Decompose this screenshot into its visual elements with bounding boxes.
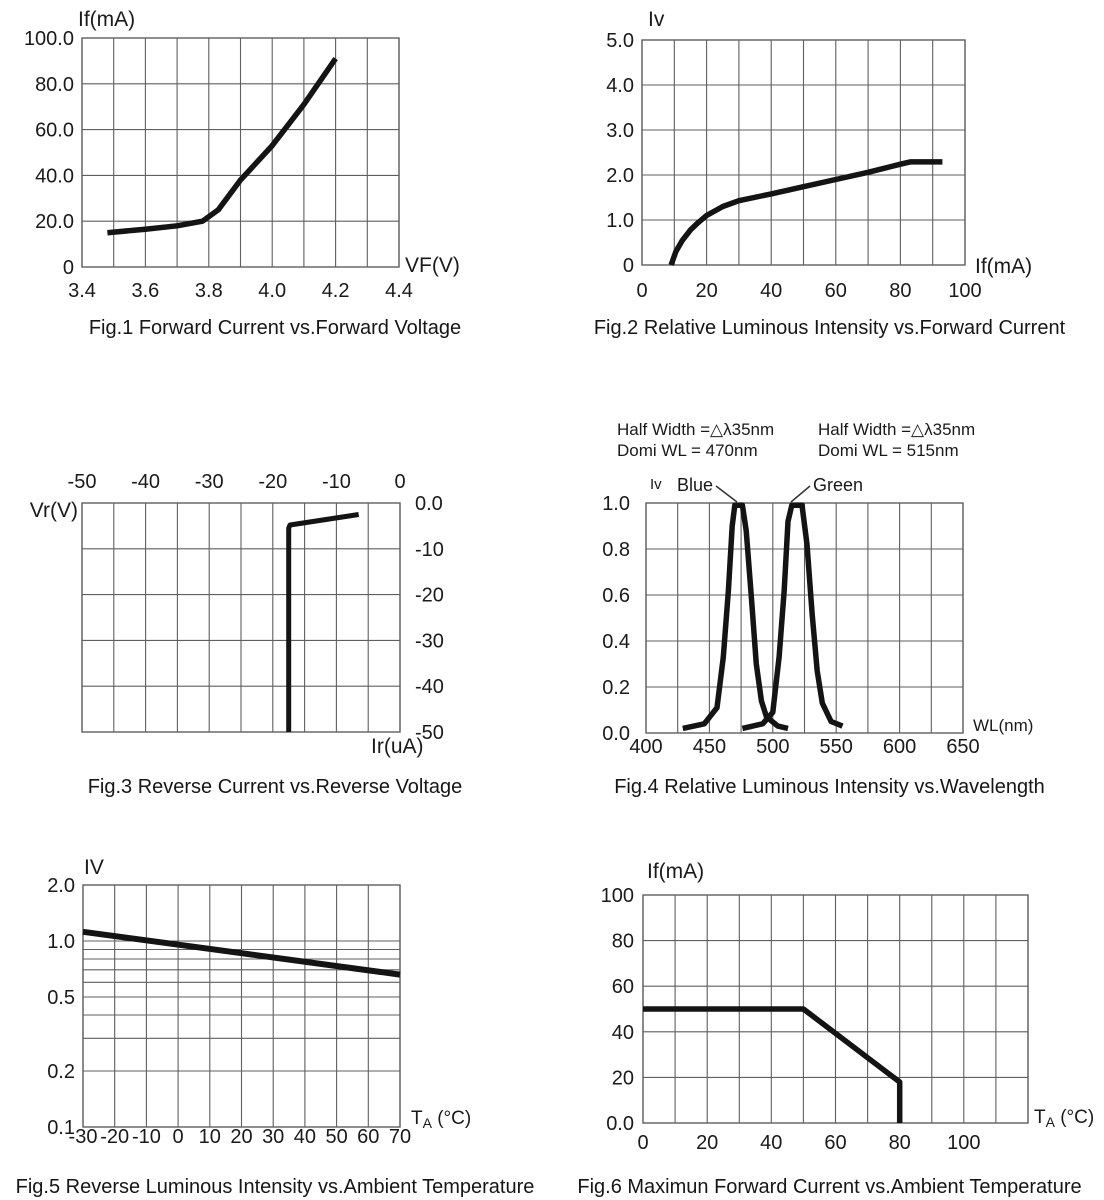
fig6-y-tick-label: 40: [611, 1021, 634, 1044]
fig5-y-axis-title: IV: [84, 856, 104, 879]
fig4-x-tick-label: 600: [882, 736, 917, 758]
fig3-caption: Fig.3 Reverse Current vs.Reverse Voltage: [87, 776, 463, 798]
fig6-x-axis-title: $T_A$ (°C): [1034, 1107, 1095, 1130]
fig3-grid: [82, 503, 400, 732]
fig2-x-tick-label: 40: [760, 280, 783, 302]
fig3-y-tick-label: -10: [415, 538, 444, 561]
fig1-series-forward-current: [107, 59, 335, 233]
fig5-chart: [47, 856, 471, 1148]
fig6-y-tick-label: 80: [611, 930, 634, 953]
fig5-x-tick-label: 20: [230, 1126, 253, 1148]
fig4-annotation-line: Half Width =△λ35nm: [818, 420, 976, 439]
fig2-x-tick-label: 20: [695, 280, 718, 302]
fig5-x-tick-label: 10: [198, 1126, 221, 1148]
fig2-caption: Fig.2 Relative Luminous Intensity vs.Forward Current: [593, 317, 1066, 339]
fig5-x-tick-label: 0: [172, 1126, 184, 1148]
fig4-x-tick-label: 400: [629, 736, 663, 758]
fig4-x-tick-label: 650: [946, 736, 980, 758]
fig4-y-tick-label: 0.8: [602, 539, 630, 561]
fig3-x-tick-label: -50: [67, 471, 97, 493]
fig3-x-axis-title: Vr(V): [29, 499, 78, 522]
fig4-series-label: Blue: [676, 475, 713, 495]
fig6-y-tick-label: 0.0: [606, 1113, 634, 1135]
fig1-y-tick-label: 60.0: [35, 119, 74, 142]
fig6-x-tick-label: 40: [760, 1132, 783, 1154]
fig4-caption: Fig.4 Relative Luminous Intensity vs.Wavelength: [614, 776, 1045, 798]
fig4-series-green: [742, 505, 842, 728]
fig2-y-tick-label: 0: [622, 255, 634, 277]
fig6-caption: Fig.6 Maximun Forward Current vs.Ambient Temperature: [577, 1176, 1082, 1198]
fig5-y-tick-label: 0.1: [47, 1117, 75, 1139]
fig3-x-tick-label: 0: [394, 471, 406, 493]
fig3-y-tick-label: -40: [415, 676, 444, 699]
fig3-y-tick-label: -30: [415, 630, 444, 653]
fig2-x-tick-label: 0: [636, 280, 648, 302]
fig1-x-tick-label: 3.4: [68, 280, 96, 302]
fig1-x-tick-label: 3.6: [131, 280, 160, 302]
fig4-y-tick-label: 0.4: [602, 631, 630, 653]
fig5-x-tick-label: -30: [68, 1126, 98, 1148]
fig6-y-tick-label: 100: [600, 885, 634, 907]
fig4-x-tick-label: 550: [819, 736, 853, 758]
fig3-series-reverse-current: [289, 515, 359, 733]
fig2-x-tick-label: 60: [824, 280, 847, 302]
fig5-x-axis-title: $T_A$ (°C): [411, 1108, 472, 1131]
fig4-series-label-leader: [716, 486, 737, 502]
fig2-y-tick-label: 5.0: [606, 30, 634, 52]
fig5-x-tick-label: -10: [131, 1126, 161, 1148]
fig3-x-tick-label: -10: [321, 471, 351, 493]
fig6-y-tick-label: 20: [611, 1067, 634, 1090]
fig6-x-tick-label: 100: [947, 1132, 981, 1154]
fig2-chart: [606, 8, 1032, 302]
fig1-y-axis-title: If(mA): [78, 8, 136, 31]
fig1-x-tick-label: 4.0: [258, 280, 287, 302]
fig1-y-tick-label: 40.0: [35, 165, 74, 188]
fig6-y-axis-title: If(mA): [647, 860, 705, 883]
fig4-annotation-line: Domi WL = 470nm: [617, 441, 758, 460]
fig5-x-tick-label: 50: [325, 1126, 348, 1148]
fig4-chart: [602, 420, 1033, 758]
fig5-y-tick-label: 0.2: [47, 1061, 75, 1083]
fig6-x-tick-label: 80: [888, 1132, 911, 1154]
fig3-x-tick-label: -30: [194, 471, 224, 493]
fig4-y-tick-label: 0.6: [602, 585, 630, 607]
fig4-x-tick-label: 500: [756, 736, 790, 758]
fig3-y-axis-title: Ir(uA): [371, 735, 424, 758]
fig3-chart: [30, 471, 444, 758]
fig4-x-tick-label: 450: [692, 736, 727, 758]
fig5-y-tick-label: 1.0: [47, 931, 75, 953]
fig1-x-tick-label: 3.8: [194, 280, 223, 302]
fig5-x-tick-label: 40: [293, 1126, 317, 1148]
fig4-y-axis-title: Iv: [650, 476, 662, 493]
fig2-x-tick-label: 100: [948, 280, 982, 302]
fig4-y-tick-label: 0.2: [602, 677, 630, 699]
fig5-y-tick-label: 0.5: [47, 987, 75, 1009]
fig5-x-tick-label: 60: [357, 1126, 380, 1148]
fig5-x-tick-label: 30: [262, 1126, 285, 1148]
fig6-x-tick-label: 60: [824, 1132, 847, 1154]
fig4-y-tick-label: 0.0: [602, 723, 630, 745]
fig5-x-tick-label: 70: [388, 1126, 412, 1148]
fig2-y-tick-label: 4.0: [606, 75, 634, 97]
fig1-x-tick-label: 4.2: [321, 280, 350, 302]
fig6-y-tick-label: 60: [611, 976, 634, 999]
fig4-series-label-leader: [791, 486, 810, 502]
fig4-series-label: Green: [813, 475, 864, 495]
fig2-y-tick-label: 2.0: [606, 165, 634, 187]
fig1-y-tick-label: 20.0: [35, 211, 74, 234]
fig4-annotation-line: Half Width =△λ35nm: [617, 420, 775, 439]
fig3-x-tick-label: -20: [258, 471, 288, 493]
fig3-y-tick-label: 0.0: [415, 493, 443, 515]
fig5-y-tick-label: 2.0: [47, 875, 75, 897]
fig3-x-tick-label: -40: [131, 471, 161, 493]
fig4-annotation-line: Domi WL = 515nm: [818, 441, 959, 460]
fig2-y-tick-label: 1.0: [606, 210, 634, 232]
fig1-y-tick-label: 100.0: [23, 28, 74, 50]
fig3-y-tick-label: -20: [415, 584, 444, 607]
fig4-x-axis-title: WL(nm): [973, 716, 1034, 735]
fig2-y-axis-title: Iv: [648, 8, 665, 31]
fig4-y-tick-label: 1.0: [602, 493, 630, 515]
fig1-y-tick-label: 0: [62, 257, 74, 279]
fig5-caption: Fig.5 Reverse Luminous Intensity vs.Ambient Temperature: [15, 1176, 535, 1198]
fig2-y-tick-label: 3.0: [606, 120, 634, 142]
fig2-x-tick-label: 80: [889, 280, 912, 302]
fig5-grid: [83, 885, 400, 1127]
fig1-x-axis-title: VF(V): [405, 254, 460, 277]
fig6-x-tick-label: 0: [637, 1132, 649, 1154]
fig5-x-tick-label: -20: [100, 1126, 130, 1148]
fig6-x-tick-label: 20: [696, 1132, 719, 1154]
fig1-chart: [24, 8, 460, 302]
fig2-series-relative-luminous-intensity: [671, 162, 942, 265]
fig6-chart: [601, 860, 1095, 1154]
fig1-y-tick-label: 80.0: [35, 73, 74, 96]
fig1-x-tick-label: 4.4: [385, 280, 413, 302]
fig3-y-tick-label: -50: [415, 722, 444, 744]
fig2-x-axis-title: If(mA): [975, 255, 1033, 278]
fig1-caption: Fig.1 Forward Current vs.Forward Voltage: [88, 317, 462, 339]
